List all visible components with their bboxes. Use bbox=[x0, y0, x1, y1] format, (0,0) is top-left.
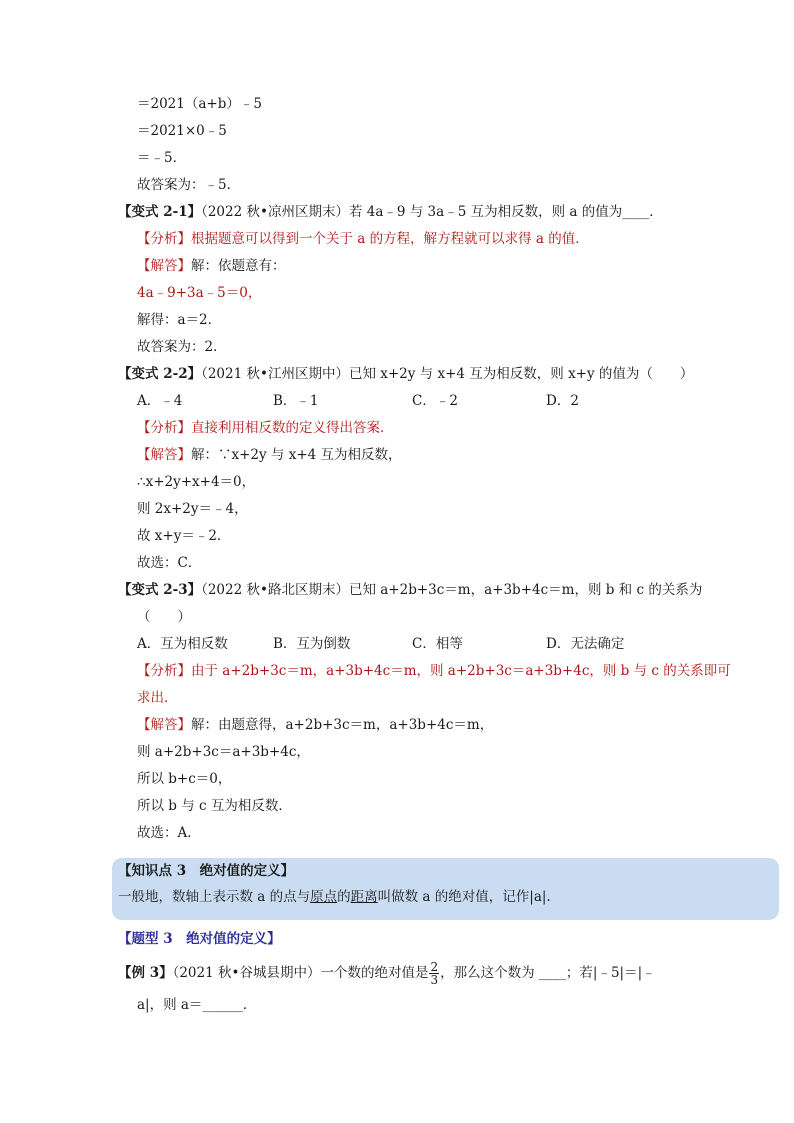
solution-line: 故 x+y＝﹣2． bbox=[137, 528, 231, 544]
question-stem: （2021 秋•江州区期中）已知 x+2y 与 x+4 互为相反数，则 x+y 的值为（ ） bbox=[201, 366, 694, 382]
solution-text: 解：∵x+2y 与 x+4 互为相反数， bbox=[191, 447, 402, 463]
solution-line: 解得：a＝2． bbox=[137, 312, 222, 328]
analysis-tag: 【分析】 bbox=[137, 663, 191, 679]
solution-line: 则 2x+2y＝﹣4， bbox=[137, 501, 248, 517]
analysis-tag: 【分析】 bbox=[137, 231, 191, 247]
solution-line: ∴x+2y+x+4＝0， bbox=[137, 474, 256, 490]
question-stem: （2022 秋•凉州区期末）若 4a﹣9 与 3a﹣5 互为相反数，则 a 的值为____． bbox=[201, 204, 663, 220]
option-b: B．﹣1 bbox=[273, 393, 319, 409]
analysis-tag: 【分析】 bbox=[137, 420, 191, 436]
knowledge-text-part: 的 bbox=[337, 889, 351, 905]
option-d: D．2 bbox=[546, 393, 579, 409]
solution-line: 4a﹣9+3a﹣5＝0， bbox=[137, 285, 262, 301]
question-variant-2-3 bbox=[118, 581, 702, 599]
variant-tag: 【变式 2-3】 bbox=[118, 582, 202, 598]
variant-tag: 【变式 2-2】 bbox=[118, 366, 202, 382]
answer-line: 故选：C． bbox=[137, 555, 202, 571]
solution-line: 所以 b 与 c 互为相反数． bbox=[137, 798, 292, 814]
option-c: C．﹣2 bbox=[412, 393, 458, 409]
answer-line: 故答案为：﹣5． bbox=[137, 177, 241, 193]
analysis-line bbox=[137, 662, 731, 680]
variant-tag: 【变式 2-1】 bbox=[118, 204, 202, 220]
knowledge-text bbox=[118, 888, 551, 906]
question-variant-2-2 bbox=[118, 365, 693, 383]
analysis-line: 求出． bbox=[137, 690, 178, 706]
option-a: A．互为相反数 bbox=[137, 636, 228, 652]
question-variant-2-1 bbox=[118, 203, 663, 221]
knowledge-text-part: 一般地，数轴上表示数 a 的点与 bbox=[118, 889, 311, 905]
solution-tag: 【解答】 bbox=[137, 717, 191, 733]
example-3 bbox=[118, 961, 656, 986]
question-stem: （2022 秋•路北区期末）已知 a+2b+3c＝m，a+3b+4c＝m，则 b 和 c 的关系为 bbox=[201, 582, 703, 598]
knowledge-underlined: 距离 bbox=[350, 889, 378, 905]
analysis-text: 根据题意可以得到一个关于 a 的方程，解方程就可以求得 a 的值． bbox=[191, 231, 589, 247]
example-stem-line2: a|，则 a＝______． bbox=[137, 997, 257, 1013]
solution-line: ＝2021（a+b）﹣5 bbox=[137, 96, 262, 112]
solution-tag: 【解答】 bbox=[137, 447, 191, 463]
analysis-text: 由于 a+2b+3c＝m，a+3b+4c＝m，则 a+2b+3c＝a+3b+4c，则 b 与 c 的关系即可 bbox=[191, 663, 731, 679]
fraction-numerator: 2 bbox=[430, 960, 439, 974]
solution-line: 则 a+2b+3c＝a+3b+4c， bbox=[137, 744, 310, 760]
solution-line: ＝2021×0﹣5 bbox=[137, 123, 227, 139]
fraction-denominator: 3 bbox=[430, 973, 439, 987]
knowledge-title: 【知识点 3 绝对值的定义】 bbox=[118, 863, 295, 879]
solution-line: 所以 b+c＝0， bbox=[137, 771, 232, 787]
answer-line: 故答案为：2． bbox=[137, 339, 227, 355]
option-d: D．无法确定 bbox=[546, 636, 625, 652]
analysis-line bbox=[137, 230, 589, 248]
solution-tag: 【解答】 bbox=[137, 258, 191, 274]
example-stem-cont: ，那么这个数为 ____；若|﹣5|＝|﹣ bbox=[440, 965, 656, 981]
option-c: C．相等 bbox=[412, 636, 463, 652]
answer-line: 故选：A． bbox=[137, 825, 201, 841]
option-b: B．互为倒数 bbox=[273, 636, 351, 652]
example-tag: 【例 3】 bbox=[118, 965, 173, 981]
solution-header bbox=[137, 446, 402, 464]
question-stem-cont: （ ） bbox=[137, 609, 191, 625]
analysis-text: 直接利用相反数的定义得出答案． bbox=[191, 420, 394, 436]
knowledge-text-part: 叫做数 a 的绝对值，记作|a|. bbox=[377, 889, 551, 905]
solution-text: 解：由题意得，a+2b+3c＝m，a+3b+4c＝m， bbox=[191, 717, 494, 733]
solution-text: 解：依题意有： bbox=[191, 258, 286, 274]
option-a: A．﹣4 bbox=[137, 393, 183, 409]
solution-header bbox=[137, 716, 493, 734]
knowledge-underlined: 原点 bbox=[310, 889, 338, 905]
solution-header bbox=[137, 257, 286, 275]
fraction bbox=[429, 961, 439, 986]
example-stem: （2021 秋•谷城县期中）一个数的绝对值是 bbox=[172, 965, 429, 981]
solution-line: ＝﹣5． bbox=[137, 150, 187, 166]
section-title: 【题型 3 绝对值的定义】 bbox=[118, 931, 281, 947]
analysis-line bbox=[137, 419, 394, 437]
